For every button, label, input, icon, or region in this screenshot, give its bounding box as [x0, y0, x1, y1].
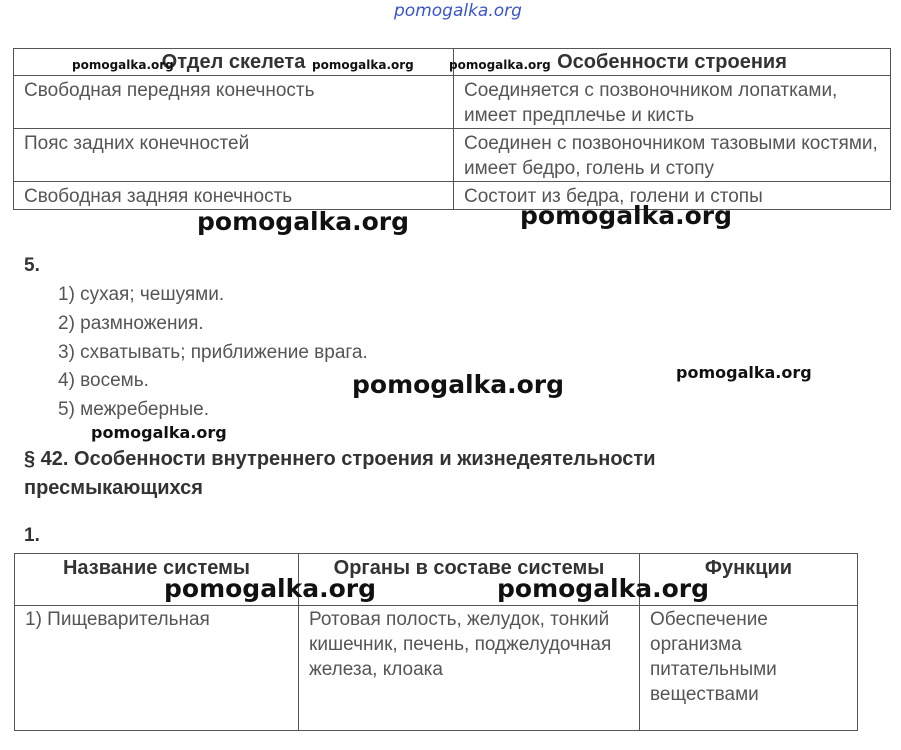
column-header: Функции [640, 554, 858, 606]
table-cell: Пояс задних конечностей [14, 129, 454, 182]
watermark: pomogalka.org [164, 574, 377, 603]
watermark: pomogalka.org [197, 207, 410, 236]
column-header: Органы в составе системы [299, 554, 640, 606]
list-item: 4) восемь. [58, 370, 149, 391]
skeleton-table [13, 48, 891, 210]
table-cell: Ротовая полость, желудок, тонкий кишечник, печень, поджелудочная железа, клоака [299, 606, 640, 731]
watermark: pomogalka.org [72, 58, 174, 72]
watermark: pomogalka.org [497, 574, 710, 603]
table-cell: Свободная передняя конечность [14, 76, 454, 129]
list-item: 2) размножения. [58, 313, 204, 334]
watermark: pomogalka.org [91, 423, 227, 442]
watermark: pomogalka.org [520, 201, 733, 230]
section-title: § 42. Особенности внутреннего строения и жизнедеятельности [24, 448, 656, 470]
table-cell: Свободная задняя конечность [14, 182, 454, 210]
watermark: pomogalka.org [676, 363, 812, 382]
table-row [14, 76, 891, 129]
table-header-row [15, 554, 858, 606]
list-item: 3) схватывать; приближение врага. [58, 342, 368, 363]
table-row [15, 606, 858, 731]
section-title: пресмыкающихся [24, 477, 203, 499]
list-item: 1) сухая; чешуями. [58, 284, 225, 305]
task-number: 5. [24, 255, 40, 276]
table-cell: Обеспечение организма питательными веществами [640, 606, 858, 731]
systems-table [14, 553, 858, 731]
watermark: pomogalka.org [352, 370, 565, 399]
table-cell: Соединяется с позвоночником лопатками, имеет предплечье и кисть [454, 76, 891, 129]
column-header: Отдел скелета [14, 49, 454, 76]
column-header: Название системы [15, 554, 299, 606]
table-row [14, 182, 891, 210]
task-number: 1. [24, 525, 40, 546]
table-cell: Состоит из бедра, голени и стопы [454, 182, 891, 210]
watermark-top: pomogalka.org [394, 1, 522, 21]
table-cell: 1) Пищеварительная [15, 606, 299, 731]
watermark: pomogalka.org [312, 58, 414, 72]
table-row [14, 129, 891, 182]
watermark: pomogalka.org [449, 58, 551, 72]
list-item: 5) межреберные. [58, 399, 210, 420]
table-cell: Соединен с позвоночником тазовыми костями, имеет бедро, голень и стопу [454, 129, 891, 182]
column-header: Особенности строения [454, 49, 891, 76]
